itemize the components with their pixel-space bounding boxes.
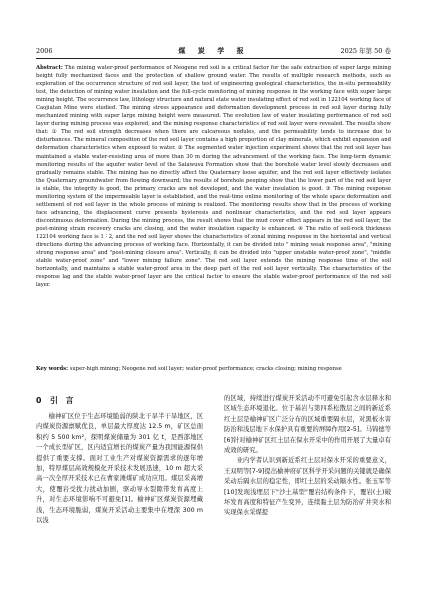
body-paragraph: 榆神矿区位于生态环境脆弱的陕北干旱半干旱地区，区内煤炭资源禀赋优良，单层最大厚度达 12.5 m，矿区总面积约 5 500 km²，探明煤炭储量为 301 亿 t，是西部地区一个成长型矿区，区内适宜增长的煤炭产量为我国能源保供提供了重要支撑。面对工业生产对煤炭资源需求的逐年增加，特厚煤层高效规模化开采技术发展迅速，10 m 超大采高一次全厚开采技术已在曹家滩煤矿成功应用。煤层采高增大，使覆岩受扰力扰动加剧，驱动导水裂隙带发育高度上升，对生态环境影响不可避免[1]。榆神矿区煤炭资源埋藏浅，生态环境脆弱，煤炭开采活动主要集中在埋深 300 m 以浅 [36,413,203,525]
header-divider [36,58,391,59]
abstract-text: The mining water-proof performance of Neogene red soil is a critical factor for the safe extraction of super large mining height fully mechanized faces and the protection of shallow ground water. The results of multiple research methods, such as exploration of the occurrence structure of red soil layer, the test of engineering geological characteristics, the in-situ permeability test, the detection of mining water insulation and the full-cycle monitoring of mining response in the working face with super large mining height. The occurrence law, lithology structure and natural state water insulating effect of red soil in 122104 working face of Caojiatan Mine were studied. The mining stress appearance and deformation development process in red soil layer during fully mechanized mining with super large mining height were measured. The evolution law of water insulating performance of red soil layer during mining process was explored, and the mining response characteristics of red soil layer were revealed. The results show that: ① The red soil strength decreases when there are calcareous nodules, and the permeability tends to increase due to disturbances. The mineral composition of the red soil layer contains a high proportion of clay minerals, which exhibit expansion and deformation characteristics when exposed to water. ② The segmented water injection experiment shows that the red soil layer has maintained a stable water-resisting area of more than 30 m during the advancement of the working face. The long-term dynamic monitoring results of the aquifer water level of the Salawusu Formation show that the borehole water level slowly decreases and gradually remains stable. The mining has no directly affect the Quaternary loose aquifer, and the red soil layer effectively isolates the Quaternary groundwater from flowing downward; the results of borehole peeping show that the lower part of the red soil layer is stable, the integrity is good, the primary cracks are not developed, and the water insulation is good. ③ The mining response monitoring system of the impermeable layer is established, and the real-time online monitoring of the whole space deformation and settlement of red soil layer in the whole process of mining is realized. The monitoring results show that in the process of working face advancing, the displacement curve presents hysteresis and nonlinear characteristics, and the red soil layer appears discontinuous deformation. During the mining process, the result shows that the mud cover effect appears in the red soil layer, the post-mining strain recovery cracks are closing, and the water insulation capacity is enhanced. ④ The ratio of soil-rock thickness 122104 working face is 1 ∶ 2, and the red soil layer shows the characteristics of zonal mining response in the horizontal and vertical directions during the advancing process of working face. Horizontally, it can be divided into " mining weak response area", "mining strong response area" and "post-mining closure area". Vertically, it can be divided into "upper unstable water-proof zone", "middle stable water-proof zone" and "lower mining failure zone". The red soil layer extends the mining response time of the soil horizontally, and maintains a stable water-proof area in the deep part of the red soil layer vertically. The characteristics of the response lag and the stable water-proof layer are the critical factor to ensure the stable water-proof performance of the red soil layer. [36,65,391,289]
keywords [36,365,391,373]
section-title: 引 言 [50,396,74,405]
abstract [36,64,391,289]
journal-title: 煤 炭 学 报 [178,46,249,55]
section-number: 0 [36,396,42,405]
page-header [36,44,391,58]
section-heading [36,394,203,408]
keywords-text: super-high mining; Neogene red soil layer; water-proof performance; cracks closing; mining response [69,366,342,372]
body-right-column [224,394,391,519]
issue-info: 2025 年第 50 卷 [340,47,391,55]
page-number: 2006 [36,47,53,55]
body-left-column [36,394,203,526]
keywords-label: Key words: [36,366,69,372]
body-paragraph-continued: 的区域，持续进行煤炭开采活动不可避免引起含水层释水和区域生态环境退化。位于基岩与第四系松散层之间的新近系红土层是榆神矿区广泛分布的区域重要隔水层，对黑板水害防治和浅层地下水保护具有重要的屏障作用[2-5]。马锦德等[6]针对榆神矿区红土层在保水开采中的作用开展了大量卓有成效的研究。 [224,395,391,455]
abstract-label: Abstract: [36,65,63,71]
body-paragraph: 业内学者认识到新近系红土层对保水开采的重要意义，王双明等[7-9]提出榆神府矿区科学开采问题的关键就是确保采动后隔水层的稳定性，即红土层的采动隔水性。张玉军等[10]发现浅埋层下"沙土基型"覆岩结构条件下，覆岩(土)破坏发育高度和特征产生变异，连续黏土层为防治矿井突水和实现保水采煤提 [224,457,391,517]
